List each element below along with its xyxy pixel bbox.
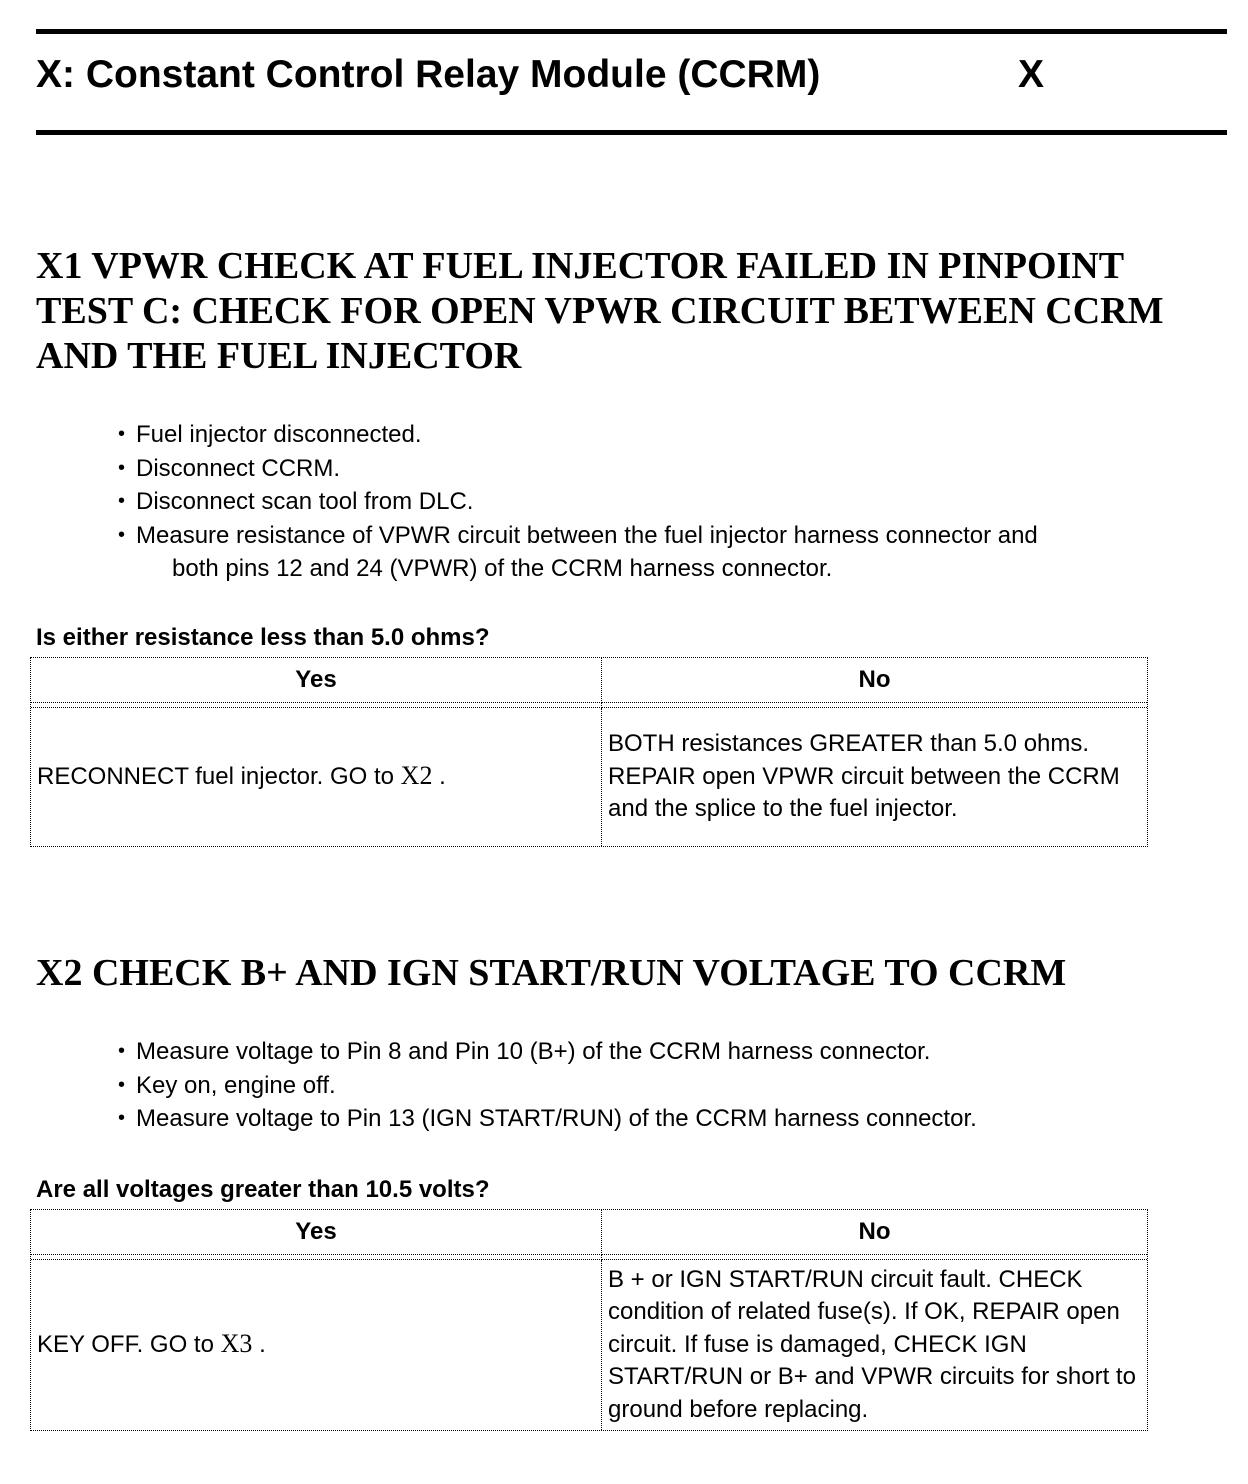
bullet-icon: • [118, 523, 126, 546]
step-list-x1 [118, 418, 1218, 586]
list-item: • Disconnect CCRM. [118, 452, 1218, 486]
question-x1: Is either resistance less than 5.0 ohms? [36, 624, 490, 651]
list-item: • Disconnect scan tool from DLC. [118, 485, 1218, 519]
section-heading-x1: X1 VPWR CHECK AT FUEL INJECTOR FAILED IN PINPOINT TEST C: CHECK FOR OPEN VPWR CIRCUIT BETWEEN CCRM AND THE FUEL INJECTOR [36, 245, 1164, 377]
bullet-icon: • [118, 1040, 126, 1062]
no-cell: BOTH resistances GREATER than 5.0 ohms. REPAIR open VPWR circuit between the CCRM and the splice to the fuel injector. [608, 730, 1120, 823]
yes-cell: KEY OFF. GO to X3 . [31, 1260, 602, 1430]
list-item: • Measure resistance of VPWR circuit between the fuel injector harness connector and both pins 12 and 24 (VPWR) of the CCRM harness connector. [118, 519, 1218, 586]
goto-x3-link[interactable]: X3 [220, 1329, 253, 1359]
no-header: No [602, 658, 1147, 703]
bullet-icon: • [118, 490, 126, 512]
list-item: • Fuel injector disconnected. [118, 418, 1218, 452]
section-heading-x2: X2 CHECK B+ AND IGN START/RUN VOLTAGE TO CCRM [36, 952, 1067, 994]
bullet-icon: • [118, 1073, 126, 1096]
yes-cell: RECONNECT fuel injector. GO to X2 . [31, 708, 602, 846]
no-header: No [602, 1210, 1147, 1255]
bullet-icon: • [118, 423, 126, 445]
result-table-x1 [30, 657, 1148, 847]
bullet-icon: • [118, 456, 126, 479]
no-cell: B + or IGN START/RUN circuit fault. CHECK condition of related fuse(s). If OK, REPAIR open circuit. If fuse is damaged, CHECK IGN START/RUN or B+ and VPWR circuits for short to ground before replacing. [608, 1265, 1136, 1423]
yes-header: Yes [31, 1210, 602, 1255]
step-list-x2 [118, 1035, 1218, 1136]
list-item: • Measure voltage to Pin 13 (IGN START/RUN) of the CCRM harness connector. [118, 1102, 1218, 1136]
list-item: • Key on, engine off. [118, 1069, 1218, 1103]
question-x2: Are all voltages greater than 10.5 volts? [36, 1176, 490, 1203]
result-table-x2 [30, 1209, 1148, 1431]
bullet-icon: • [118, 1107, 126, 1129]
yes-header: Yes [31, 658, 602, 703]
page-title: X: Constant Control Relay Module (CCRM) [36, 53, 821, 96]
goto-x2-link[interactable]: X2 [400, 761, 433, 791]
section-letter: X [1018, 53, 1045, 96]
header-top-rule [36, 29, 1227, 34]
header-bottom-rule [36, 130, 1227, 135]
list-item: • Measure voltage to Pin 8 and Pin 10 (B+) of the CCRM harness connector. [118, 1035, 1218, 1069]
